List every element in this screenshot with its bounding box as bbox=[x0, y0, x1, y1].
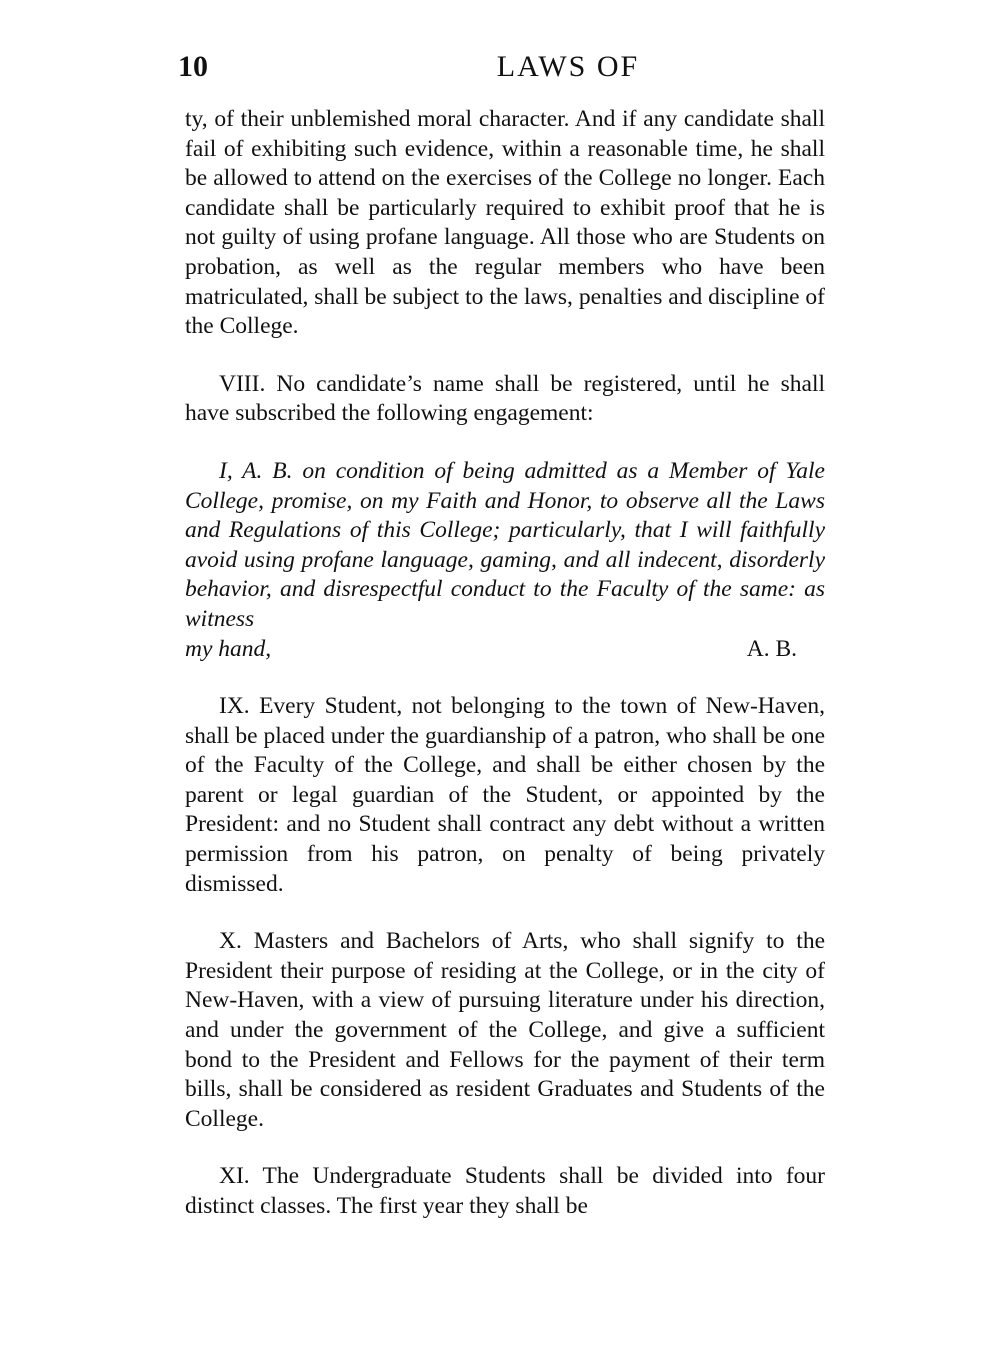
paragraph-continuation: ty, of their unblemished moral character. And if any candidate shall fail of exhibiting such evidence, within a reasonable time, he shall be allowed to attend on the exercises of the College no longer. Each candidate shall be particularly required to exhibit proof that he is not guilty of using profane language. All those who are Students on probation, as well as the regular members who have been matriculated, shall be subject to the laws, penalties and discipline of the College. bbox=[185, 106, 825, 340]
signature-initials: A. B. bbox=[746, 635, 797, 662]
page-header bbox=[178, 50, 828, 90]
engagement-text: I, A. B. on condition of being admitted as a Member of Yale College, promise, on my Faith and Honor, to observe all the Laws and Regulations of this College; particularly, that I will faithfully avoid using profane language, gaming, and all indecent, disorderly behavior, and disrespectful conduct to the Faculty of the same: as witness bbox=[185, 457, 825, 632]
paragraph-viii: VIII. No candidate’s name shall be registered, until he shall have subscribed the following engagement: bbox=[185, 370, 825, 427]
engagement-signoff bbox=[185, 635, 825, 665]
paragraph-ix: IX. Every Student, not belonging to the town of New-Haven, shall be placed under the guardianship of a patron, who shall be one of the Faculty of the College, and shall be either chosen by the parent or legal guardian of the Student, or appointed by the President: and no Student shall contract any debt without a written permission from his patron, on penalty of being privately dismissed. bbox=[185, 693, 825, 897]
paragraph-xi: XI. The Undergraduate Students shall be divided into four distinct classes. The first year they shall be bbox=[185, 1163, 825, 1219]
page-number: 10 bbox=[178, 50, 208, 83]
signoff-phrase: my hand, bbox=[185, 635, 272, 662]
paragraph-x: X. Masters and Bachelors of Arts, who shall signify to the President their purpose of residing at the College, or in the city of New-Haven, with a view of pursuing literature under his direction, and under the government of the College, and give a sufficient bond to the President and Fellows for the payment of their term bills, shall be considered as resident Graduates and Students of the College. bbox=[185, 928, 825, 1132]
running-head: LAWS OF bbox=[496, 50, 640, 83]
body-text bbox=[185, 105, 825, 1222]
